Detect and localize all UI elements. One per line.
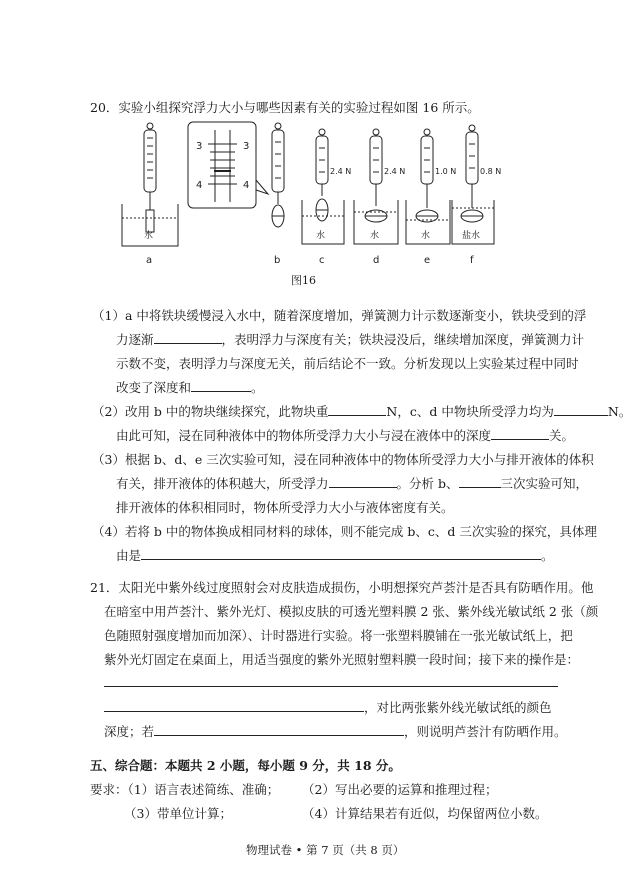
apparatus-c bbox=[302, 129, 344, 244]
text: 改变了深度和 bbox=[116, 380, 192, 395]
apparatus-b bbox=[272, 123, 284, 227]
label-c: c bbox=[319, 255, 325, 266]
answer-blank[interactable] bbox=[104, 699, 364, 712]
q20-part4-line2 bbox=[116, 546, 554, 564]
text: （2）改用 b 中的物块继续探究，此物块重 bbox=[92, 404, 329, 419]
reading-c: 2.4 N bbox=[330, 167, 352, 176]
q20-title: 20．实验小组探究浮力大小与哪些因素有关的实验过程如图 16 所示。 bbox=[90, 100, 480, 115]
text: 深度；若 bbox=[104, 724, 155, 739]
page-footer: 物理试卷 • 第 7 页（共 8 页） bbox=[246, 843, 405, 857]
section5-req-row1 bbox=[90, 780, 279, 798]
liquid-d: 水 bbox=[370, 231, 380, 241]
q20-part1-line3: 示数不变，表明浮力与深度无关，前后结论不一致。分析发现以上实验某过程中同时 bbox=[116, 356, 579, 371]
q21-line7 bbox=[104, 722, 567, 740]
q21-line3: 色随照射强度增加而加深）、计时器进行实验。将一张塑料膜铺在一张光敏试纸上，把 bbox=[104, 628, 573, 643]
section5-req-r2: （2）写出必要的运算和推理过程； bbox=[302, 782, 498, 797]
answer-blank[interactable] bbox=[141, 547, 541, 560]
answer-blank[interactable] bbox=[154, 331, 222, 344]
text: 。 bbox=[251, 380, 264, 395]
answer-blank[interactable] bbox=[328, 403, 386, 416]
figure-16 bbox=[100, 118, 520, 288]
apparatus-d bbox=[354, 129, 398, 244]
q21-line5 bbox=[104, 674, 558, 690]
q20-part4-line1: （4）若将 b 中的物体换成相同材料的球体，则不能完成 b、c、d 三次实验的探究，具体理 bbox=[92, 524, 597, 539]
q20-part3-line1: （3）根据 b、d、e 三次实验可知，浸在同种液体中的物体所受浮力大小与排开液体的体积 bbox=[92, 452, 594, 467]
text: 由是 bbox=[116, 548, 142, 563]
text: ，则说明芦荟汁有防晒作用。 bbox=[404, 724, 567, 739]
answer-blank[interactable] bbox=[329, 475, 397, 488]
figure-caption: 图16 bbox=[291, 274, 316, 287]
zoom-label-bottom: 4 bbox=[196, 180, 203, 191]
answer-blank[interactable] bbox=[154, 723, 404, 736]
answer-blank[interactable] bbox=[104, 674, 558, 687]
label-a: a bbox=[146, 255, 153, 266]
zoom-label-top-right: 3 bbox=[243, 141, 250, 152]
answer-blank[interactable] bbox=[459, 475, 501, 488]
text: 由此可知，浸在同种液体中的物体所受浮力大小与浸在液体中的深度 bbox=[116, 428, 492, 443]
q20-part2-line1 bbox=[92, 402, 631, 420]
text: 关。 bbox=[549, 428, 575, 443]
section5-heading: 五、综合题：本题共 2 小题，每小题 9 分，共 18 分。 bbox=[90, 758, 401, 773]
text: 。分析 b、 bbox=[396, 476, 459, 491]
text: 。 bbox=[541, 548, 554, 563]
q20-part2-line2 bbox=[116, 426, 574, 444]
label-d: d bbox=[373, 255, 380, 266]
q21-line4: 紫外光灯固定在桌面上，用适当强度的紫外光照射塑料膜一段时间；接下来的操作是： bbox=[104, 652, 580, 667]
text: ，表明浮力与深度有关；铁块浸没后，继续增加深度，弹簧测力计 bbox=[221, 332, 585, 347]
text: 有关，排开液体的体积越大，所受浮力 bbox=[116, 476, 329, 491]
section5-req-r3: （3）带单位计算； bbox=[124, 806, 232, 821]
answer-blank[interactable] bbox=[191, 379, 251, 392]
apparatus-f bbox=[452, 125, 494, 244]
q20-part3-line3: 排开液体的体积相同时，物体所受浮力大小与液体密度有关。 bbox=[116, 500, 454, 515]
liquid-e: 水 bbox=[421, 231, 431, 241]
q21-line2: 在暗室中用芦荟汁、紫外光灯、模拟皮肤的可透光塑料膜 2 张、紫外线光敏试纸 2 张（颜 bbox=[104, 604, 599, 619]
text: （1）语言表述简练、准确； bbox=[127, 782, 280, 797]
apparatus-a bbox=[122, 123, 178, 246]
reading-e: 1.0 N bbox=[435, 167, 457, 176]
text: ，对比两张紫外线光敏试纸的颜色 bbox=[364, 700, 552, 715]
apparatus-e bbox=[406, 129, 450, 244]
q20-part1-line2 bbox=[116, 330, 584, 348]
liquid-c: 水 bbox=[316, 231, 326, 241]
liquid-f: 盐水 bbox=[462, 231, 481, 241]
section5-req-r4: （4）计算结果若有近似，均保留两位小数。 bbox=[302, 806, 548, 821]
text: 要求： bbox=[90, 782, 128, 797]
label-e: e bbox=[424, 255, 431, 266]
zoom-label-bottom-right: 4 bbox=[243, 180, 250, 191]
q20-part1-line1: （1）a 中将铁块缓慢浸入水中，随着深度增加，弹簧测力计示数逐渐变小，铁块受到的浮 bbox=[92, 308, 587, 323]
answer-blank[interactable] bbox=[491, 427, 549, 440]
q21-line1: 21．太阳光中紫外线过度照射会对皮肤造成损伤，小明想探究芦荟汁是否具有防晒作用。他 bbox=[90, 580, 594, 595]
q20-part3-line2 bbox=[116, 474, 588, 492]
scale-zoom bbox=[188, 122, 268, 208]
liquid-a: 水 bbox=[144, 231, 154, 241]
q20-part1-line4 bbox=[116, 378, 264, 396]
text: 力逐渐 bbox=[116, 332, 154, 347]
label-f: f bbox=[470, 255, 474, 266]
answer-blank[interactable] bbox=[554, 403, 608, 416]
reading-f: 0.8 N bbox=[480, 167, 502, 176]
label-b: b bbox=[274, 255, 281, 266]
text: 三次实验可知， bbox=[500, 476, 589, 491]
reading-d: 2.4 N bbox=[384, 167, 406, 176]
text: N，c、d 中物块所受浮力均为 bbox=[386, 404, 554, 419]
zoom-label-top: 3 bbox=[196, 141, 203, 152]
text: N。 bbox=[607, 404, 632, 419]
q21-line6 bbox=[104, 698, 552, 716]
